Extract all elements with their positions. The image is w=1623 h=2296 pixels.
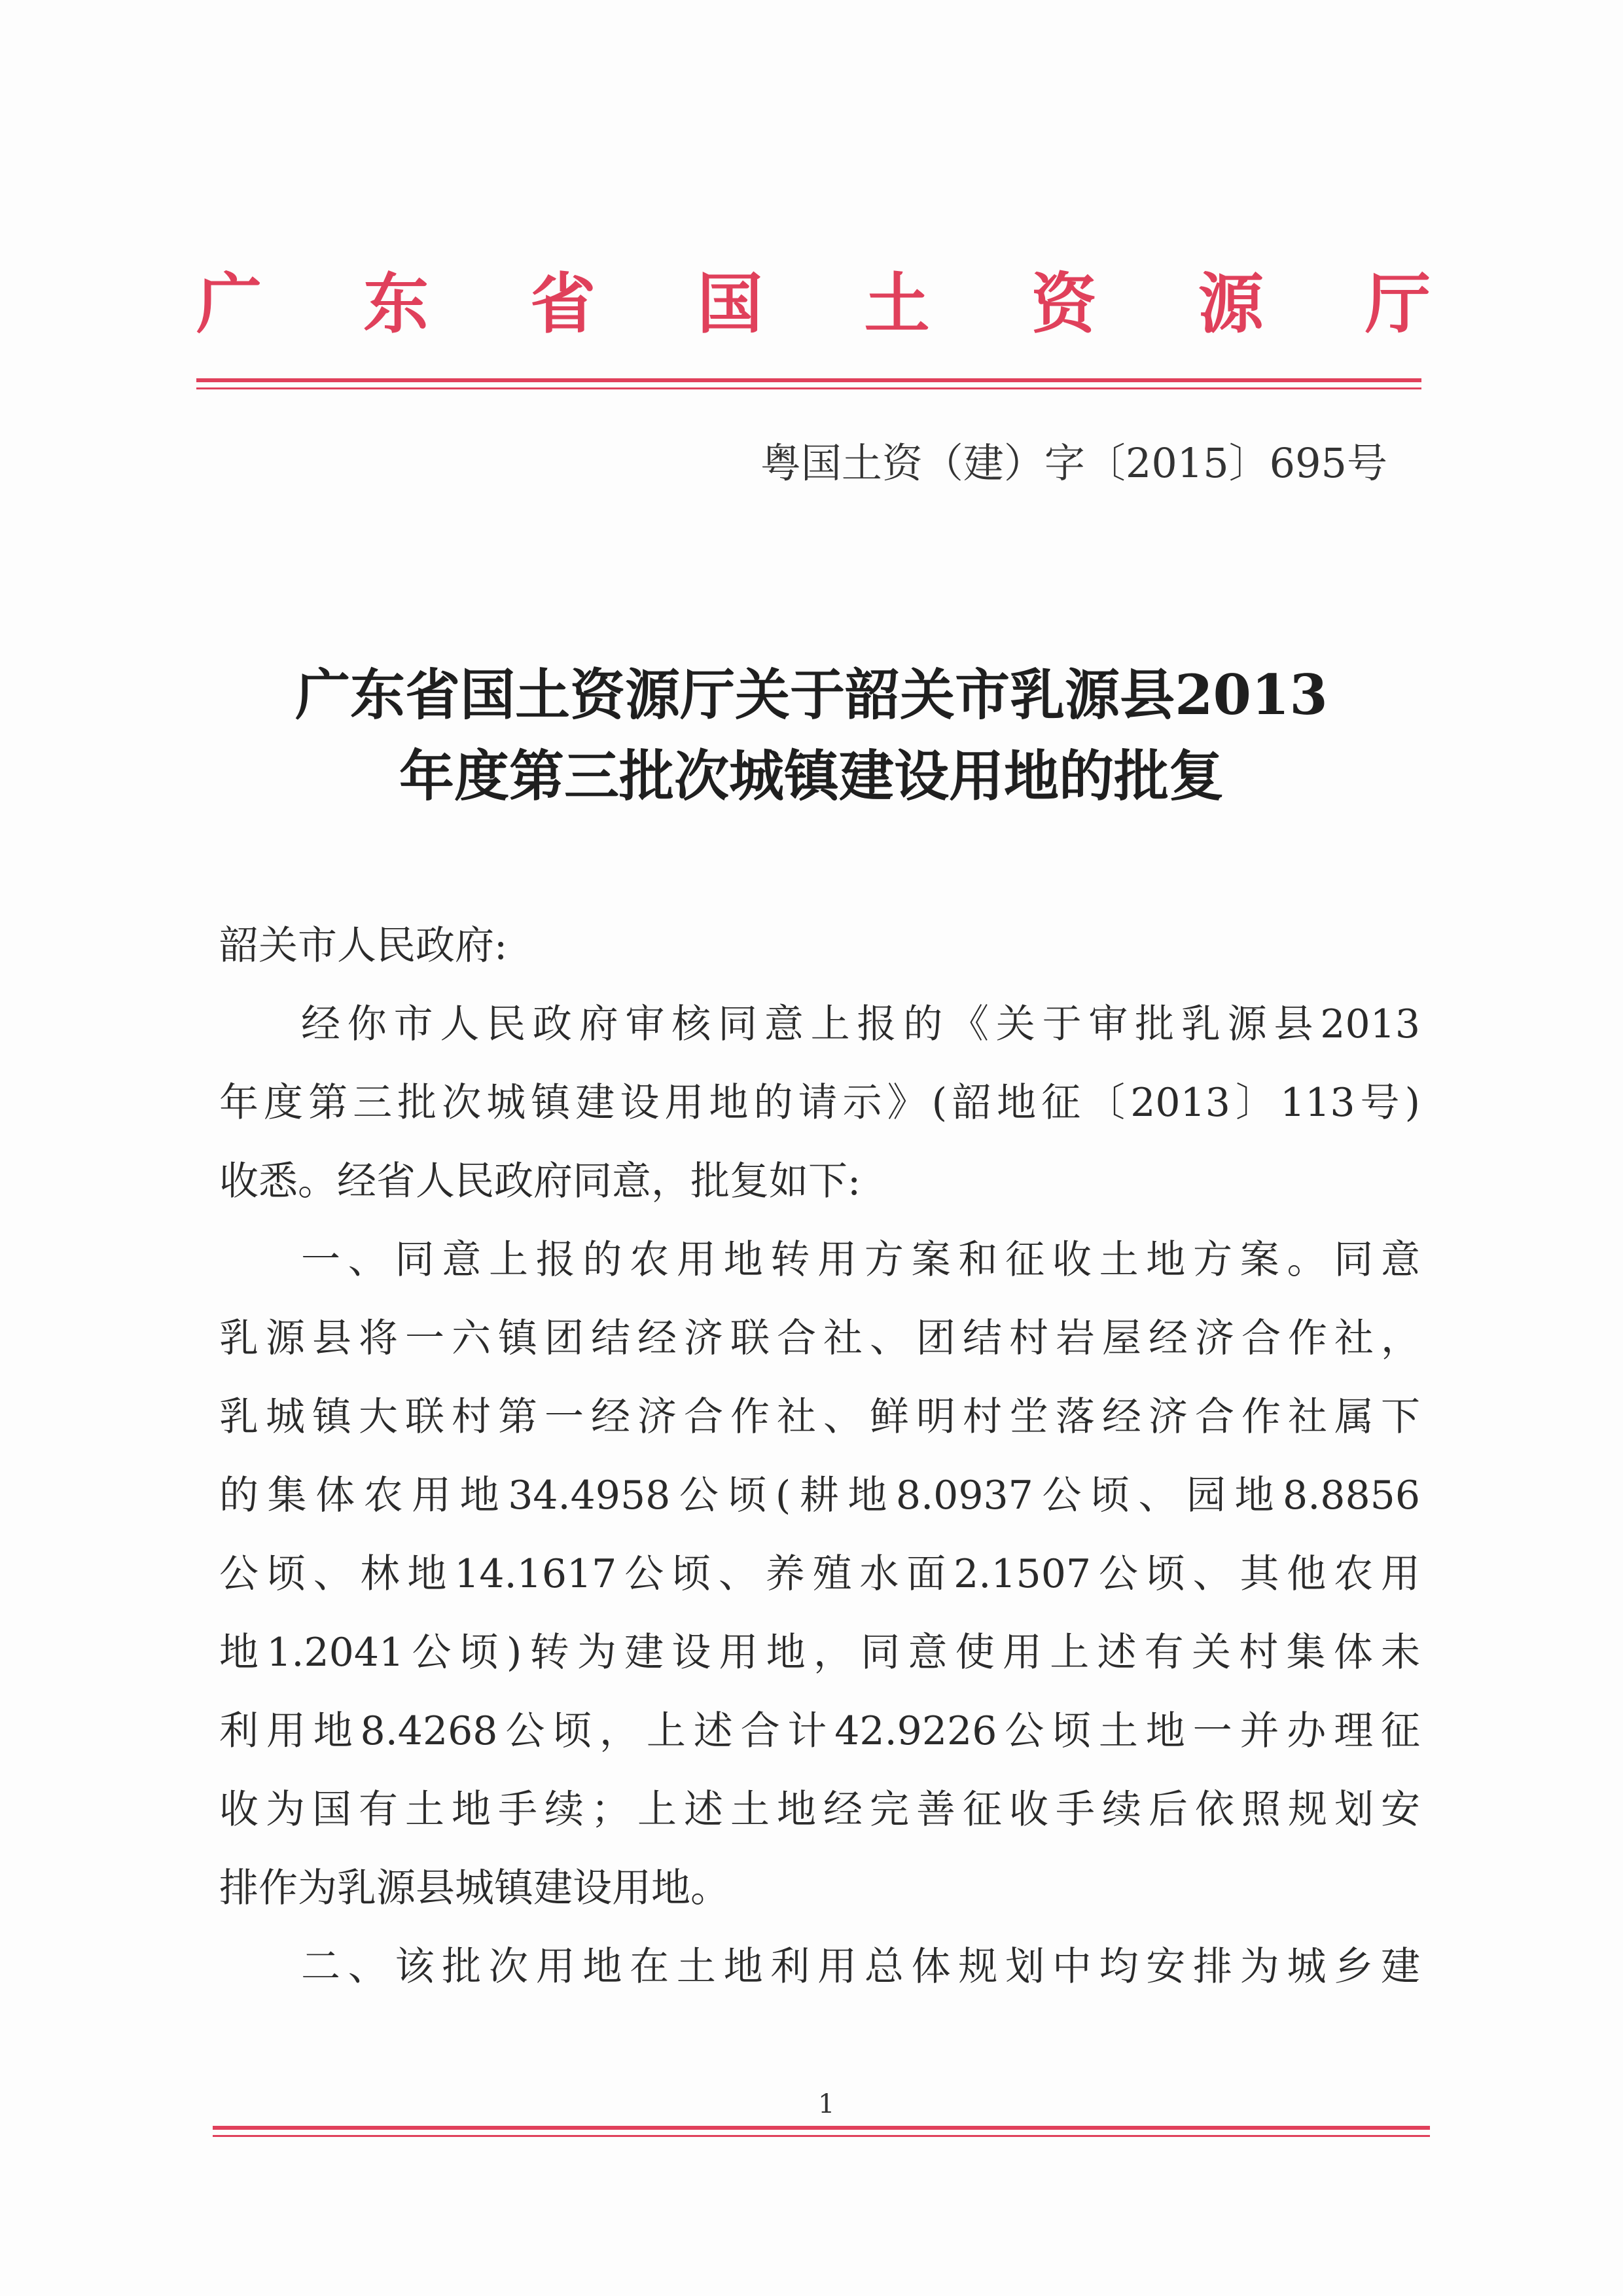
- body-line: 公顷、林地14.1617公顷、养殖水面2.1507公顷、其他农用: [219, 1551, 1420, 1597]
- salutation: 韶关市人民政府:: [219, 923, 508, 969]
- body-line: 利用地8.4268公顷，上述合计42.9226公顷土地一并办理征: [219, 1708, 1420, 1754]
- body-line: 排作为乳源县城镇建设用地。: [219, 1865, 730, 1911]
- body-line: 年度第三批次城镇建设用地的请示》(韶地征〔2013〕113号): [219, 1080, 1420, 1126]
- document-title: [196, 655, 1427, 817]
- page-number: 1: [818, 2089, 835, 2119]
- document-title-line-2: 年度第三批次城镇建设用地的批复: [399, 744, 1224, 808]
- document-title-line-1: 广东省国土资源厅关于韶关市乳源县2013: [295, 662, 1328, 727]
- footer-red-rule-thin: [213, 2135, 1430, 2137]
- footer-red-rule-thick: [213, 2126, 1430, 2130]
- body-line: 乳城镇大联村第一经济合作社、鲜明村坣落经济合作社属下: [219, 1394, 1420, 1440]
- body-line: 乳源县将一六镇团结经济联合社、团结村岩屋经济合作社，: [219, 1316, 1420, 1361]
- body-line: 收为国有土地手续；上述土地经完善征收手续后依照规划安: [219, 1787, 1420, 1833]
- organization-header: 广东省国土资源厅: [196, 266, 1433, 342]
- body-line: 收悉。经省人民政府同意，批复如下:: [219, 1158, 861, 1204]
- body-line: 一、同意上报的农用地转用方案和征收土地方案。同意: [301, 1237, 1420, 1283]
- header-red-rule-thick: [196, 378, 1421, 382]
- body-line: 经你市人民政府审核同意上报的《关于审批乳源县2013: [301, 1001, 1420, 1047]
- document-number: 粤国土资（建）字〔2015〕695号: [760, 439, 1387, 487]
- body-line: 的集体农用地34.4958公顷(耕地8.0937公顷、园地8.8856: [219, 1473, 1420, 1518]
- body-line: 地1.2041公顷)转为建设用地，同意使用上述有关村集体未: [219, 1630, 1420, 1676]
- body-line: 二、该批次用地在土地利用总体规划中均安排为城乡建: [301, 1944, 1420, 1990]
- header-red-rule-thin: [196, 387, 1421, 389]
